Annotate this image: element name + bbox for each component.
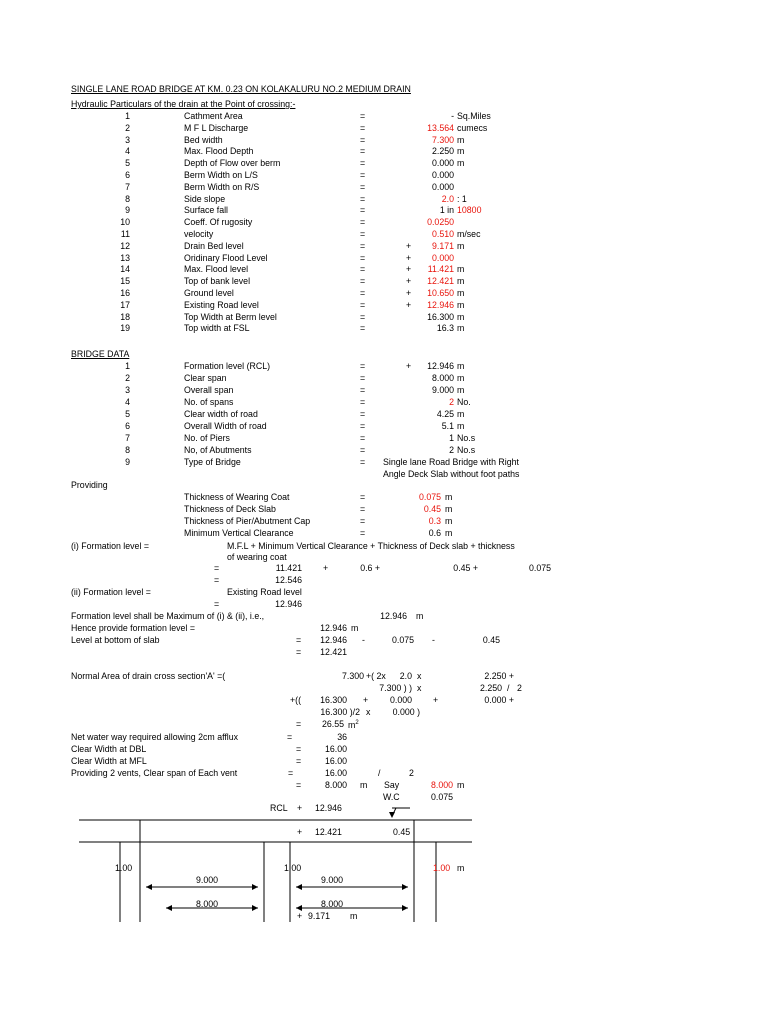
row-value: 2.0	[441, 194, 454, 204]
row-label: Oridinary Flood Level	[184, 253, 268, 263]
row-label: Side slope	[184, 194, 226, 204]
row-value: 16.3	[436, 323, 454, 333]
row-value: 16.00	[324, 756, 347, 766]
row-unit: Sq.Miles	[457, 111, 491, 121]
row-equals: =	[360, 170, 366, 180]
row-equals: =	[360, 504, 366, 514]
row-unit: No.	[457, 397, 471, 407]
row-unit: m	[457, 146, 465, 156]
row-number: 16	[120, 288, 130, 298]
row-equals: =	[360, 433, 366, 443]
row-label: Thickness of Deck Slab	[184, 504, 276, 514]
row-unit: m	[457, 276, 465, 286]
row-label: Existing Road level	[184, 300, 259, 310]
row-sign: +	[406, 288, 412, 298]
providing-title: Providing	[71, 480, 108, 490]
row-unit: m	[457, 409, 465, 419]
row-unit: m	[457, 361, 465, 371]
row-equals: =	[360, 323, 366, 333]
row-label: Thickness of Pier/Abutment Cap	[184, 516, 311, 526]
row-label: Top of bank level	[184, 276, 251, 286]
row-equals: =	[360, 409, 366, 419]
row-value: 5.1	[441, 421, 454, 431]
row-label: No. of spans	[184, 397, 234, 407]
row-label: Max. Flood Depth	[184, 146, 254, 156]
row-number: 17	[120, 300, 130, 310]
row-value: 2	[409, 768, 414, 778]
row-equals: =	[287, 732, 293, 742]
row-label: Clear width of road	[184, 409, 258, 419]
row-unit: 10800	[457, 205, 482, 215]
row-number: 7	[125, 433, 130, 443]
row-label: Providing 2 vents, Clear span of Each vent	[71, 768, 238, 778]
row-value: 11.421	[427, 264, 454, 274]
row-equals: =	[360, 182, 366, 192]
row-number: 5	[125, 158, 130, 168]
row-label: No, of Abutments	[184, 445, 252, 455]
row-equals: =	[360, 194, 366, 204]
row-unit: m	[457, 264, 465, 274]
row-number: 1	[125, 361, 130, 371]
row-equals: =	[360, 373, 366, 383]
row-equals: =	[360, 229, 366, 239]
row-number: 9	[125, 205, 130, 215]
row-value: -	[451, 111, 454, 121]
row-unit: m	[457, 241, 465, 251]
row-sign: +	[406, 264, 412, 274]
row-number: 6	[125, 421, 130, 431]
row-value: 0.000	[431, 158, 454, 168]
row-number: 1	[125, 111, 130, 121]
row-equals: =	[360, 312, 366, 322]
row-value: 12.946	[427, 300, 454, 310]
row-number: 11	[120, 229, 130, 239]
row-equals: =	[360, 516, 366, 526]
row-unit: m	[457, 421, 465, 431]
row-number: 8	[125, 194, 130, 204]
row-value: 0.510	[431, 229, 454, 239]
row-label: velocity	[184, 229, 214, 239]
row-unit: m	[457, 158, 465, 168]
row-value: 36	[337, 732, 347, 742]
row-equals: =	[288, 768, 294, 778]
row-equals: =	[360, 217, 366, 227]
row-value: 2.250	[431, 146, 454, 156]
row-label: Clear span	[184, 373, 227, 383]
row-label: Net water way required allowing 2cm afflux	[71, 732, 239, 742]
row-value: 0.000	[431, 170, 454, 180]
row-equals: =	[360, 300, 366, 310]
row-sign: +	[406, 361, 412, 371]
row-label: Minimum Vertical Clearance	[184, 528, 294, 538]
row-value: 0.000	[431, 253, 454, 263]
row-operator: /	[378, 768, 381, 778]
row-unit: No.s	[457, 445, 476, 455]
row-label: Overall Width of road	[184, 421, 267, 431]
row-value: 0.3	[428, 516, 441, 526]
row-value: 1	[449, 433, 454, 443]
row-value: 4.25	[436, 409, 454, 419]
row-unit: m	[457, 300, 465, 310]
row-unit: m	[457, 373, 465, 383]
row-number: 19	[120, 323, 130, 333]
row-label: Clear Width at DBL	[71, 744, 147, 754]
row-number: 2	[125, 123, 130, 133]
row-equals: =	[360, 241, 366, 251]
row-label: Ground level	[184, 288, 234, 298]
row-unit: m	[457, 135, 465, 145]
row-number: 6	[125, 170, 130, 180]
row-equals: =	[360, 253, 366, 263]
row-value: 16.00	[324, 768, 347, 778]
row-value: 0.6	[428, 528, 441, 538]
row-equals: =	[360, 111, 366, 121]
row-label: Clear Width at MFL	[71, 756, 147, 766]
row-number: 15	[120, 276, 130, 286]
row-label: Thickness of Wearing Coat	[184, 492, 290, 502]
row-value: 10.650	[427, 288, 454, 298]
row-label: Surface fall	[184, 205, 229, 215]
row-sign: +	[406, 276, 412, 286]
row-value: 9.171	[431, 241, 454, 251]
row-value: 16.00	[324, 744, 347, 754]
row-number: 18	[120, 312, 130, 322]
row-equals: =	[360, 288, 366, 298]
row-number: 13	[120, 253, 130, 263]
row-equals: =	[360, 445, 366, 455]
row-number: 2	[125, 373, 130, 383]
row-label: Cathment Area	[184, 111, 243, 121]
row-equals: =	[360, 397, 366, 407]
row-unit: m	[445, 504, 453, 514]
row-label: Overall span	[184, 385, 234, 395]
row-equals: =	[296, 756, 302, 766]
row-equals: =	[360, 135, 366, 145]
row-value: 0.000	[431, 182, 454, 192]
row-label: M F L Discharge	[184, 123, 249, 133]
row-number: 12	[120, 241, 130, 251]
row-value: 13.564	[427, 123, 454, 133]
row-number: 4	[125, 397, 130, 407]
bridge-data-title: BRIDGE DATA	[71, 349, 130, 359]
page-title: SINGLE LANE ROAD BRIDGE AT KM. 0.23 ON KOLAKALURU NO.2 MEDIUM DRAIN	[71, 84, 411, 94]
row-unit: cumecs	[457, 123, 488, 133]
row-label: Berm Width on R/S	[184, 182, 260, 192]
row-number: 8	[125, 445, 130, 455]
row-label: Berm Width on L/S	[184, 170, 258, 180]
row-equals: =	[360, 276, 366, 286]
row-value: 0.0250	[427, 217, 454, 227]
row-label: Drain Bed level	[184, 241, 244, 251]
row-number: 14	[120, 264, 130, 274]
row-label: No. of Piers	[184, 433, 230, 443]
row-label: Top Width at Berm level	[184, 312, 277, 322]
row-number: 10	[120, 217, 130, 227]
row-sign: +	[406, 300, 412, 310]
row-equals: =	[360, 264, 366, 274]
row-value: 1 in	[439, 205, 454, 215]
row-value: 2	[449, 445, 454, 455]
row-equals: =	[296, 744, 302, 754]
row-unit: m/sec	[457, 229, 481, 239]
row-value: 0.45	[423, 504, 441, 514]
row-value: 12.421	[427, 276, 454, 286]
row-number: 4	[125, 146, 130, 156]
row-equals: =	[360, 528, 366, 538]
row-number: 7	[125, 182, 130, 192]
row-unit: m	[445, 492, 453, 502]
row-unit: m	[457, 385, 465, 395]
row-number: 3	[125, 385, 130, 395]
row-label: Max. Flood level	[184, 264, 249, 274]
row-label: Coeff. Of rugosity	[184, 217, 253, 227]
row-label: Top width at FSL	[184, 323, 250, 333]
row-value: 2	[449, 397, 454, 407]
row-unit: m	[457, 288, 465, 298]
row-value: 16.300	[427, 312, 454, 322]
row-equals: =	[360, 123, 366, 133]
row-equals: =	[360, 158, 366, 168]
row-label: Depth of Flow over berm	[184, 158, 281, 168]
row-number: 5	[125, 409, 130, 419]
row-value: 0.075	[418, 492, 441, 502]
row-label: Formation level (RCL)	[184, 361, 271, 371]
row-number: 3	[125, 135, 130, 145]
row-value: 7.300	[431, 135, 454, 145]
row-equals: =	[360, 361, 366, 371]
row-value: 12.946	[427, 361, 454, 371]
row-value: 9.000	[431, 385, 454, 395]
section-subtitle: Hydraulic Particulars of the drain at the Point of crossing:-	[71, 99, 296, 109]
row-unit: m	[457, 312, 465, 322]
row-unit: m	[445, 528, 453, 538]
row-sign: +	[406, 241, 412, 251]
row-unit: : 1	[457, 194, 467, 204]
row-equals: =	[360, 146, 366, 156]
row-value: 8.000	[431, 373, 454, 383]
row-unit: m	[457, 323, 465, 333]
row-equals: =	[360, 421, 366, 431]
row-equals: =	[360, 492, 366, 502]
row-unit: No.s	[457, 433, 476, 443]
row-sign: +	[406, 253, 412, 263]
row-equals: =	[360, 205, 366, 215]
row-equals: =	[360, 385, 366, 395]
row-unit: m	[445, 516, 453, 526]
row-label: Bed width	[184, 135, 223, 145]
